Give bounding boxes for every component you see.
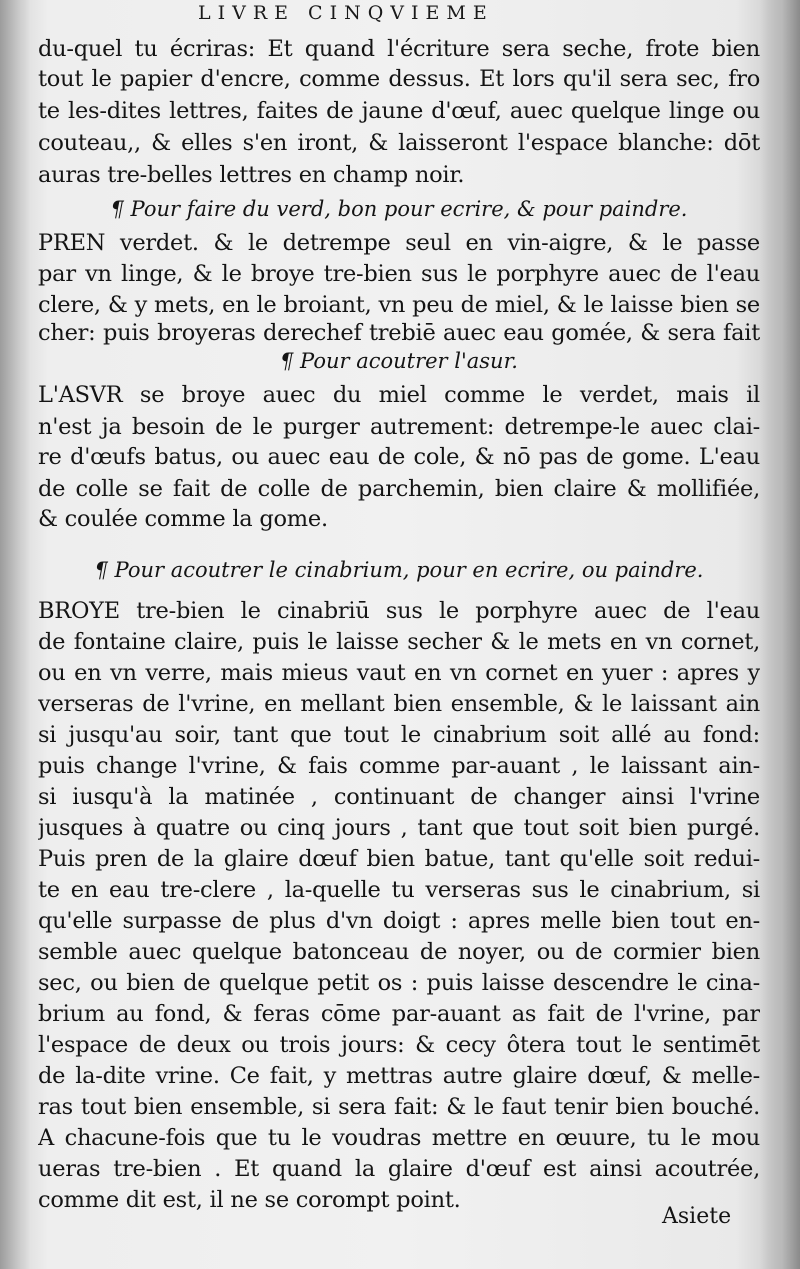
section-heading-cinabrium: ¶ Pour acoutrer le cinabrium, pour en ecrire, ou paindre. [94,558,704,582]
catchword: Asiete [662,1204,732,1229]
text-line: de colle se fait de colle de parchemin, bien claire & mollifiée, [38,476,760,502]
text-line: auras tre-belles lettres en champ noir. [38,162,465,188]
text-line: clere, & y mets, en le broiant, vn peu de miel, & le laisse bien se [38,292,760,318]
text-line: ras tout bien ensemble, si sera fait: & le faut tenir bien bouché. [38,1094,760,1120]
text-line: ueras tre-bien . Et quand la glaire d'œuf est ainsi acoutrée, [38,1156,760,1182]
text-line: L'ASVR se broye auec du miel comme le verdet, mais il [38,382,760,408]
section-heading-asur: ¶ Pour acoutrer l'asur. [280,349,518,373]
text-line: te en eau tre-clere , la-quelle tu verseras sus le cinabrium, si [38,877,760,903]
page-edge-shadow [760,0,800,1269]
text-line: tout le papier d'encre, comme dessus. Et lors qu'il sera sec, fro [38,66,760,92]
text-line: du-quel tu écriras: Et quand l'écriture sera seche, frote bien [38,36,760,62]
text-line: couteau,, & elles s'en iront, & laisseront l'espace blanche: dōt [38,130,760,156]
text-line: PREN verdet. & le detrempe seul en vin-aigre, & le passe [38,230,760,256]
text-line: par vn linge, & le broye tre-bien sus le porphyre auec de l'eau [38,261,760,287]
text-line: BROYE tre-bien le cinabriū sus le porphyre auec de l'eau [38,598,760,624]
text-line: si iusqu'à la matinée , continuant de changer ainsi l'vrine [38,784,760,810]
text-line: te les-dites lettres, faites de jaune d'œuf, auec quelque linge ou [38,98,760,124]
text-line: cher: puis broyeras derechef trebiē auec eau gomée, & sera fait [38,320,760,346]
text-line: brium au fond, & feras cōme par-auant as fait de l'vrine, par [38,1001,760,1027]
text-line: jusques à quatre ou cinq jours , tant que tout soit bien purgé. [38,815,760,841]
text-line: sec, ou bien de quelque petit os : puis laisse descendre le cina- [38,970,760,996]
text-line: re d'œufs batus, ou auec eau de cole, & nō pas de gome. L'eau [38,444,760,470]
text-line: & coulée comme la gome. [38,506,328,532]
text-line: ou en vn verre, mais mieus vaut en vn cornet en yuer : apres y [38,660,760,686]
text-line: de fontaine claire, puis le laisse secher & le mets en vn cornet, [38,629,760,655]
text-line: qu'elle surpasse de plus d'vn doigt : apres melle bien tout en- [38,908,760,934]
text-line: semble auec quelque batonceau de noyer, ou de cormier bien [38,939,760,965]
text-line: de la-dite vrine. Ce fait, y mettras autre glaire dœuf, & melle- [38,1063,760,1089]
text-line: l'espace de deux ou trois jours: & cecy ôtera tout le sentimēt [38,1032,760,1058]
section-heading-verd: ¶ Pour faire du verd, bon pour ecrire, & pour paindre. [110,197,688,221]
text-line: si jusqu'au soir, tant que tout le cinabrium soit allé au fond: [38,722,760,748]
text-line: Puis pren de la glaire dœuf bien batue, tant qu'elle soit redui- [38,846,760,872]
text-line: verseras de l'vrine, en mellant bien ensemble, & le laissant ain [38,691,760,717]
text-line: n'est ja besoin de le purger autrement: detrempe-le auec clai- [38,414,760,440]
text-line: comme dit est, il ne se corompt point. [38,1187,461,1213]
running-head: LIVRE CINQVIEME [198,2,494,24]
text-line: puis change l'vrine, & fais comme par-auant , le laissant ain- [38,753,760,779]
text-line: A chacune-fois que tu le voudras mettre en œuure, tu le mou [38,1125,760,1151]
page-gutter-shadow [0,0,30,1269]
